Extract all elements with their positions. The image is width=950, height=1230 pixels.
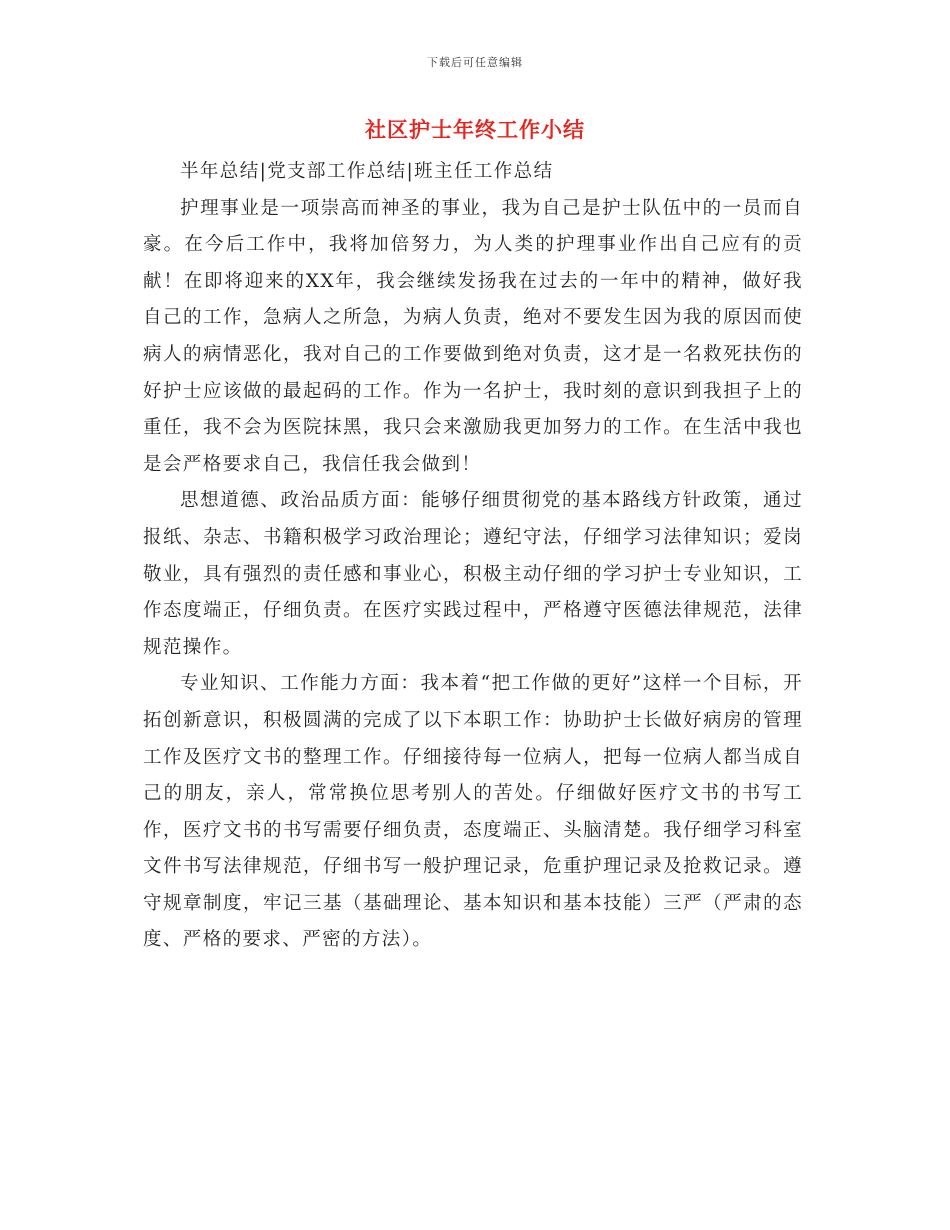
paragraph-intro: 护理事业是一项崇高而神圣的事业，我为自己是护士队伍中的一员而自豪。在今后工作中，我将加倍努力，为人类的护理事业作出自己应有的贡献！在即将迎来的XX年，我会继续发扬我在过去的一年中的精神，做好我自己的工作，急病人之所急，为病人负责，绝对不要发生因为我的原因而使病人的病情恶化，我对自己的工作要做到绝对负责，这才是一名救死扶伤的好护士应该做的最起码的工作。作为一名护士，我时刻的意识到我担子上的重任，我不会为医院抹黑，我只会来激励我更加努力的工作。在生活中我也是会严格要求自己，我信任我会做到！	[143, 197, 803, 475]
header-note: 下载后可任意编辑	[427, 56, 523, 69]
paragraph-skills: 专业知识、工作能力方面：我本着“把工作做的更好”这样一个目标，开拓创新意识，积极圆满的完成了以下本职工作：协助护士长做好病房的管理工作及医疗文书的整理工作。仔细接待每一位病人，把每一位病人都当成自己的朋友，亲人，常常换位思考别人的苦处。仔细做好医疗文书的书写工作，医疗文书的书写需要仔细负责，态度端正、头脑清楚。我仔细学习科室文件书写法律规范，仔细书写一般护理记录，危重护理记录及抢救记录。遵守规章制度，牢记三基（基础理论、基本知识和基本技能）三严（严肃的态度、严格的要求、严密的方法）。	[143, 673, 803, 951]
document-body	[143, 154, 803, 959]
document-title: 社区护士年终工作小结	[365, 117, 585, 142]
paragraph-ethics: 思想道德、政治品质方面：能够仔细贯彻党的基本路线方针政策，通过报纸、杂志、书籍积极学习政治理论；遵纪守法，仔细学习法律知识；爱岗敬业，具有强烈的责任感和事业心，积极主动仔细的学习护士专业知识，工作态度端正，仔细负责。在医疗实践过程中，严格遵守医德法律规范，法律规范操作。	[143, 490, 803, 658]
subtitle-line: 半年总结|党支部工作总结|班主任工作总结	[180, 161, 554, 182]
